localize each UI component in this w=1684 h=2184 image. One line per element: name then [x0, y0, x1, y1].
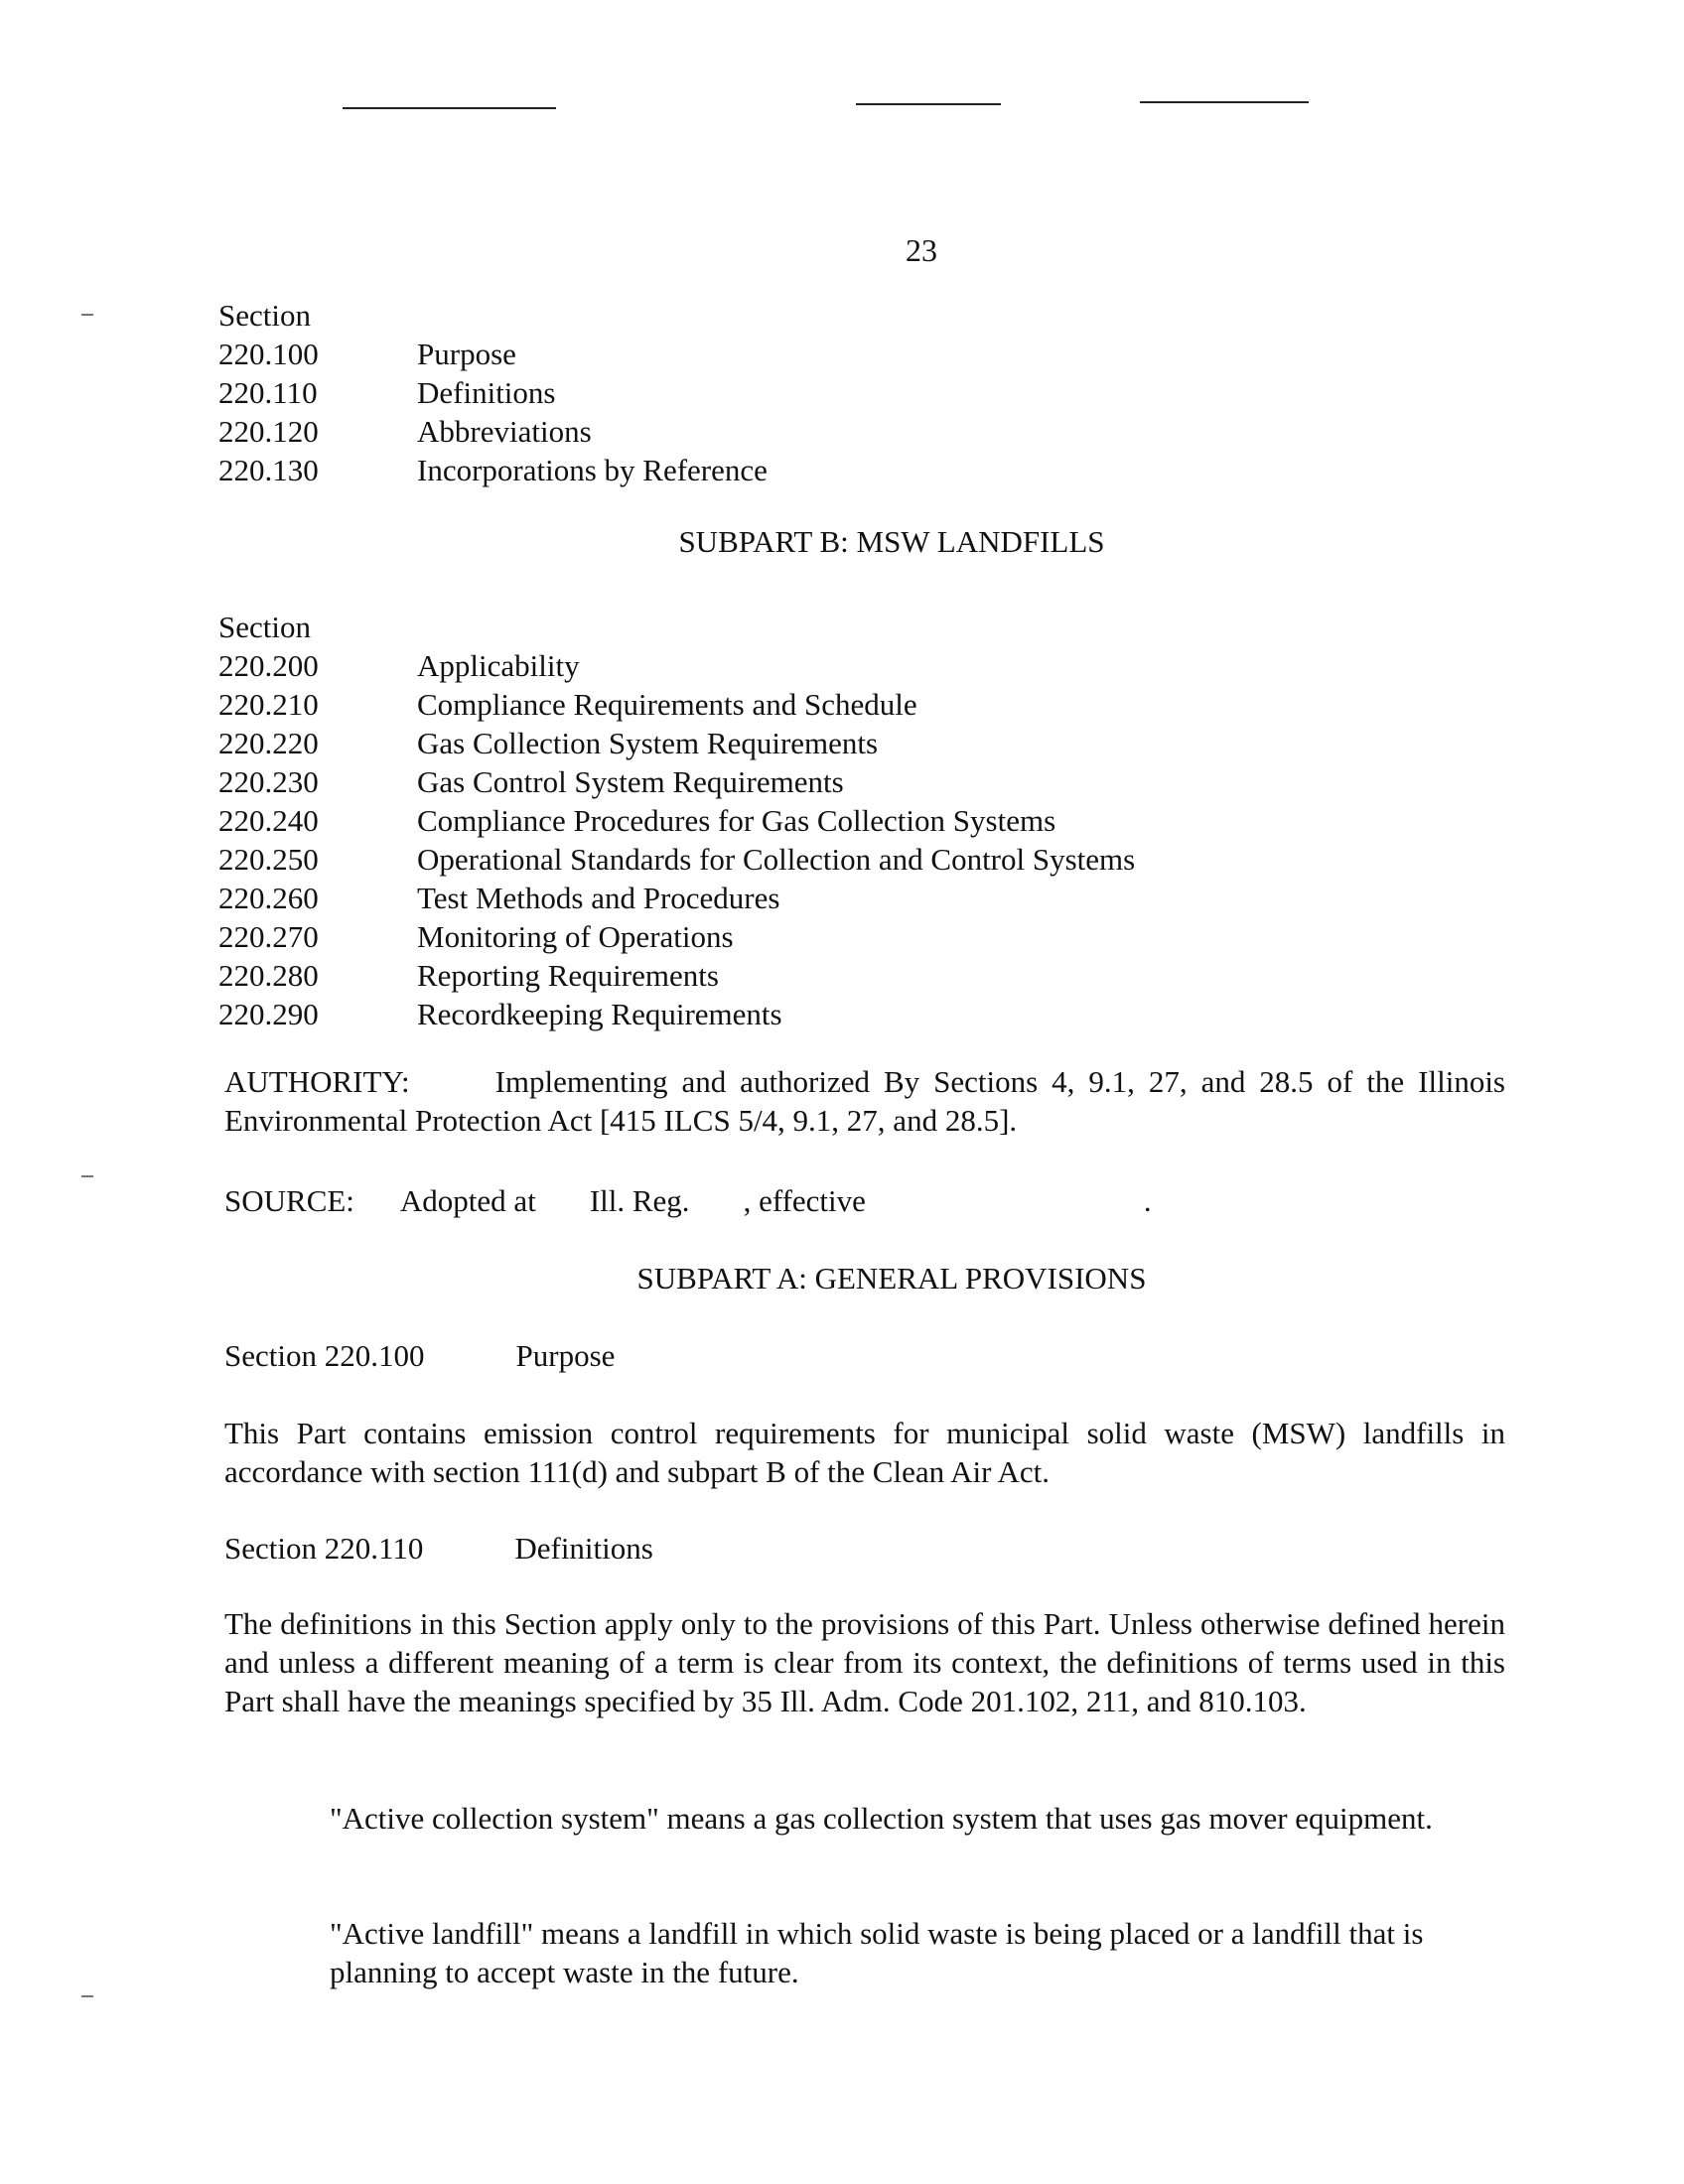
- toc-row: [218, 451, 768, 489]
- source-reg: Ill. Reg.: [589, 1183, 690, 1218]
- toc-title: Gas Control System Requirements: [417, 764, 844, 799]
- toc-title: Applicability: [417, 648, 580, 683]
- toc-row: [218, 685, 1135, 724]
- toc-row: [218, 917, 1135, 956]
- toc-number: 220.210: [218, 687, 319, 722]
- toc-row: [218, 879, 1135, 917]
- toc-title: Gas Collection System Requirements: [417, 726, 879, 760]
- toc-row: [218, 801, 1135, 840]
- toc-row: [218, 373, 768, 412]
- toc-title: Definitions: [417, 375, 556, 410]
- page-number: 23: [906, 232, 937, 268]
- toc-title: Compliance Procedures for Gas Collection Systems: [417, 803, 1056, 838]
- toc-row: [218, 762, 1135, 801]
- toc-number: 220.270: [218, 919, 319, 954]
- purpose-body: This Part contains emission control requirements for municipal solid waste (MSW) landfills in accordance with section 111(d) and subpart B of the Clean Air Act.: [224, 1416, 1505, 1489]
- toc-number: 220.130: [218, 453, 319, 487]
- toc-number: 220.250: [218, 842, 319, 877]
- toc-title: Test Methods and Procedures: [417, 881, 780, 915]
- definition-item: "Active landfill" means a landfill in which solid waste is being placed or a landfill that is planning to accept waste in the future.: [330, 1916, 1424, 1989]
- section-purpose-heading: [224, 1336, 615, 1375]
- toc-general: [218, 296, 768, 489]
- toc-row: [218, 335, 768, 373]
- section-title: Definitions: [514, 1531, 653, 1566]
- toc-row: [218, 956, 1135, 995]
- source-label: SOURCE:: [224, 1183, 354, 1218]
- margin-mark: [81, 1995, 93, 1997]
- toc-row: [218, 412, 768, 451]
- subpart-a-heading: SUBPART A: GENERAL PROVISIONS: [636, 1261, 1147, 1296]
- subpart-b-heading: SUBPART B: MSW LANDFILLS: [678, 524, 1105, 559]
- toc-number: 220.290: [218, 997, 319, 1031]
- toc-number: 220.280: [218, 958, 319, 993]
- toc-number: 220.220: [218, 726, 319, 760]
- source-effective: , effective: [743, 1183, 866, 1218]
- toc-title: Monitoring of Operations: [417, 919, 734, 954]
- toc-title: Incorporations by Reference: [417, 453, 768, 487]
- toc-title: Operational Standards for Collection and Control Systems: [417, 842, 1136, 877]
- definitions-body: The definitions in this Section apply only to the provisions of this Part. Unless otherwise defined herein and unless a different meaning of a term is clear from its context, the definitions of terms used in this Part shall have the meanings specified by 35 Ill. Adm. Code 201.102, 211, and 810.103.: [224, 1606, 1505, 1718]
- margin-mark: [81, 1175, 93, 1177]
- toc-number: 220.200: [218, 648, 319, 683]
- toc-number: 220.110: [218, 375, 318, 410]
- authority-paragraph: [224, 1062, 1505, 1140]
- toc-title: Reporting Requirements: [417, 958, 719, 993]
- section-label: Section 220.100: [224, 1338, 425, 1373]
- definition-item: "Active collection system" means a gas collection system that uses gas mover equipment.: [330, 1801, 1433, 1836]
- source-line: [224, 1181, 1152, 1220]
- toc-number: 220.260: [218, 881, 319, 915]
- section-definitions-heading: [224, 1529, 653, 1568]
- toc-heading: Section: [218, 610, 311, 644]
- toc-number: 220.230: [218, 764, 319, 799]
- margin-mark: [81, 314, 93, 316]
- top-rule-middle: [856, 103, 1001, 105]
- toc-title: Compliance Requirements and Schedule: [417, 687, 917, 722]
- source-adopted: Adopted at: [399, 1183, 536, 1218]
- section-label: Section 220.110: [224, 1531, 424, 1566]
- toc-number: 220.100: [218, 337, 319, 371]
- toc-heading: Section: [218, 298, 311, 333]
- toc-number: 220.120: [218, 414, 319, 449]
- top-rule-left: [343, 107, 556, 109]
- toc-row: [218, 995, 1135, 1033]
- section-title: Purpose: [515, 1338, 616, 1373]
- toc-number: 220.240: [218, 803, 319, 838]
- authority-text: Implementing and authorized By Sections 4, 9.1, 27, and 28.5 of the Illinois Environmental Protection Act [415 ILCS 5/4, 9.1, 27, and 28.5].: [224, 1064, 1505, 1138]
- top-rule-right: [1140, 101, 1309, 103]
- toc-msw: [218, 608, 1135, 1033]
- toc-title: Recordkeeping Requirements: [417, 997, 782, 1031]
- source-period: .: [1143, 1183, 1152, 1218]
- authority-label: AUTHORITY:: [224, 1064, 410, 1099]
- toc-row: [218, 724, 1135, 762]
- toc-title: Abbreviations: [417, 414, 592, 449]
- toc-row: [218, 646, 1135, 685]
- toc-title: Purpose: [417, 337, 516, 371]
- toc-row: [218, 840, 1135, 879]
